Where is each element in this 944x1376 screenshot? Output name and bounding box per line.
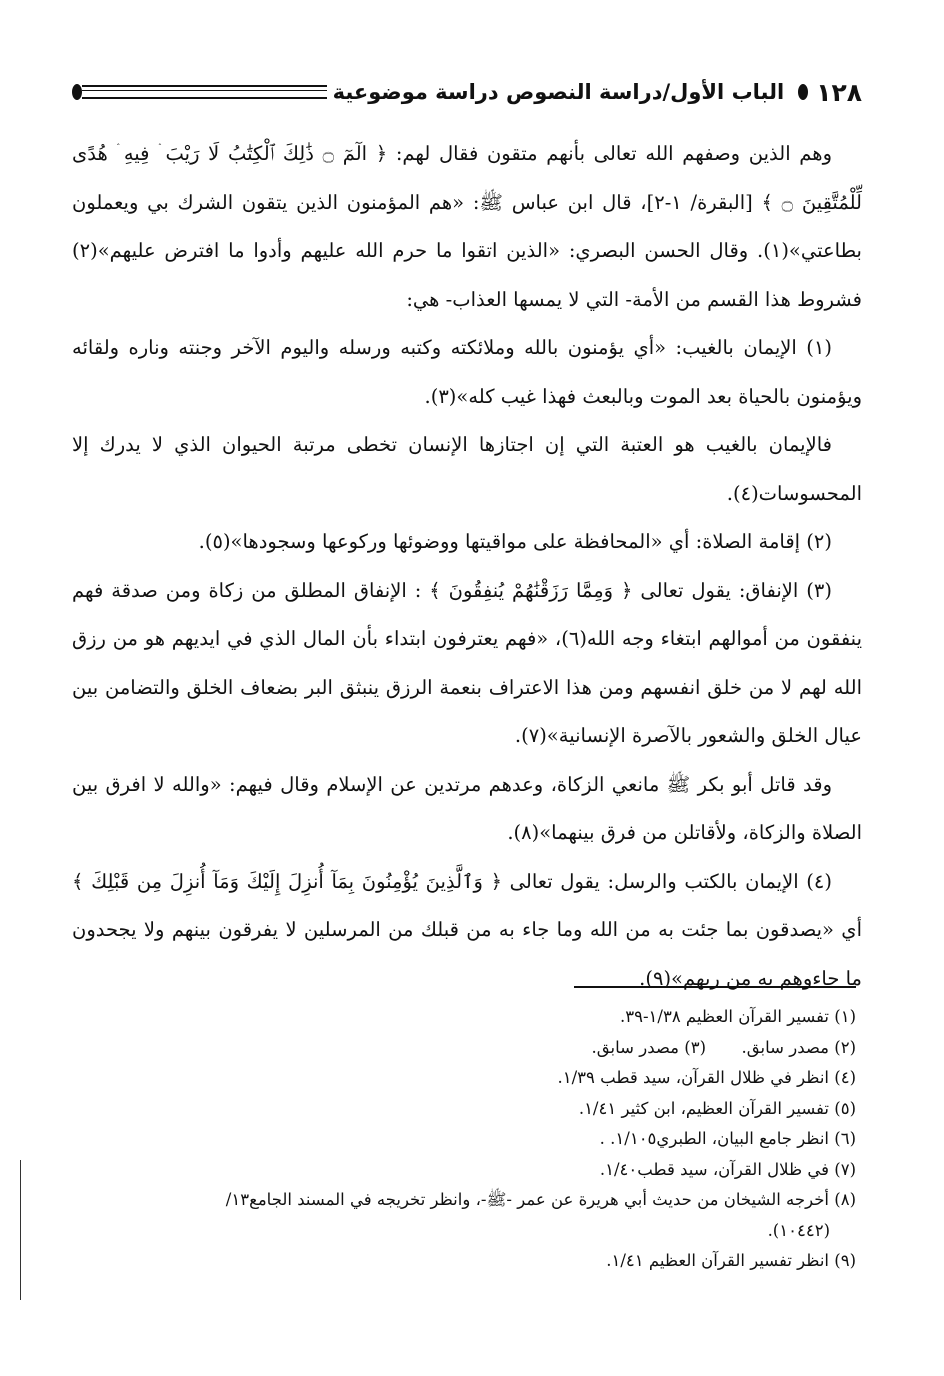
footnote-3: (٣) مصدر سابق. (591, 1037, 706, 1057)
footnote-1: (١) تفسير القرآن العظيم ١/٣٨-٣٩. (619, 1007, 856, 1026)
footnote-row-2-3 (72, 1033, 862, 1064)
paragraph-7: (٤) الإيمان بالكتب والرسل: يقول تعالى ﴿ وَٱلَّذِينَ يُؤْمِنُونَ بِمَآ أُنزِلَ إِلَيْكَ وَمَآ أُنزِلَ مِن قَبْلِكَ ﴾ أي «يصدقون بما جئت به من الله وما جاء به من قبلك من المرسلين لا يفرقون بينهم ولا يجحدون ما جاءوهم به من ربهم»(٩). (72, 869, 862, 990)
page-number: ١٢٨ (816, 77, 862, 107)
header-ornament-right (790, 84, 808, 100)
header-ornament-left (72, 84, 327, 100)
paragraph-4: (٢) إقامة الصلاة: أي «المحافظة على مواقيتها ووضوئها وركوعها وسجودها»(٥). (198, 530, 832, 553)
footnote-8-continuation: (١٠٤٤٢). (767, 1220, 830, 1240)
running-header (72, 72, 862, 112)
footnote-6: (٦) انظر جامع البيان، الطبري١/١٠٥. . (599, 1129, 856, 1148)
footnote-divider (574, 986, 856, 988)
footnote-9: (٩) انظر تفسير القرآن العظيم ١/٤١. (606, 1251, 856, 1270)
paragraph-3: فالإيمان بالغيب هو العتبة التي إن اجتازها الإنسان تخطى مرتبة الحيوان الذي لا يدرك إلا المحسوسات(٤). (72, 433, 862, 505)
footnote-7: (٧) في ظلال القرآن، سيد قطب١/٤٠. (599, 1159, 856, 1179)
footnote-5: (٥) تفسير القرآن العظيم، ابن كثير ١/٤١. (578, 1098, 856, 1118)
paragraph-6: وقد قاتل أبو بكر ﷺ مانعي الزكاة، وعدهم مرتدين عن الإسلام وقال فيهم: «والله لا افرق بين الصلاة والزكاة، ولأقاتلن من فرق بينهما»(٨). (72, 772, 862, 844)
paragraph-1: وهم الذين وصفهم الله تعالى بأنهم متقون فقال لهم: ﴿ الٓمٓ ۝ ذَٰلِكَ ٱلْكِتَٰبُ لَا رَيْبَ ۛ فِيهِ ۛ هُدًى لِّلْمُتَّقِينَ ۝ ﴾ [البقرة/ ١-٢]، قال ابن عباس ﷺ: «هم المؤمنون الذين يتقون الشرك بي ويعملون بطاعتي»(١). وقال الحسن البصري: «الذين اتقوا ما حرم الله عليهم وأدوا ما افترض عليهم»(٢) فشروط هذا القسم من الأمة- التي لا يمسها العذاب- هي: (72, 142, 862, 311)
paragraph-2: (١) الإيمان بالغيب: «أي يؤمنون بالله وملائكته وكتبه ورسله واليوم الآخر وجنته وناره ولقائه ويؤمنون بالحياة بعد الموت وبالبعث فهذا غيب كله»(٣). (72, 336, 862, 408)
main-text (72, 130, 862, 1003)
footnote-2: (٢) مصدر سابق. (741, 1037, 856, 1057)
footnote-8: (٨) أخرجه الشيخان من حديث أبي هريرة عن عمر -ﷺ-، وانظر تخريجه في المسند الجامع١٣/ (225, 1190, 856, 1209)
footnotes (72, 1002, 862, 1277)
footnote-4: (٤) انظر في ظلال القرآن، سيد قطب ١/٣٩. (557, 1068, 856, 1087)
scan-edge-mark (20, 1160, 21, 1300)
chapter-title: الباب الأول/دراسة النصوص دراسة موضوعية (332, 80, 785, 104)
paragraph-5: (٣) الإنفاق: يقول تعالى ﴿ وَمِمَّا رَزَقْنَٰهُمْ يُنفِقُونَ ﴾ : الإنفاق المطلق من زكاة ومن صدقة فهم ينفقون من أموالهم ابتغاء وجه الله(٦)، «فهم يعترفون ابتداء بأن المال الذي في ايديهم هو من رزق الله لهم لا من خلق انفسهم ومن هذا الاعتراف بنعمة الرزق ينبثق البر بضعاف الخلق والتضامن بين عيال الخلق والشعور بالآصرة الإنسانية»(٧). (72, 578, 862, 747)
